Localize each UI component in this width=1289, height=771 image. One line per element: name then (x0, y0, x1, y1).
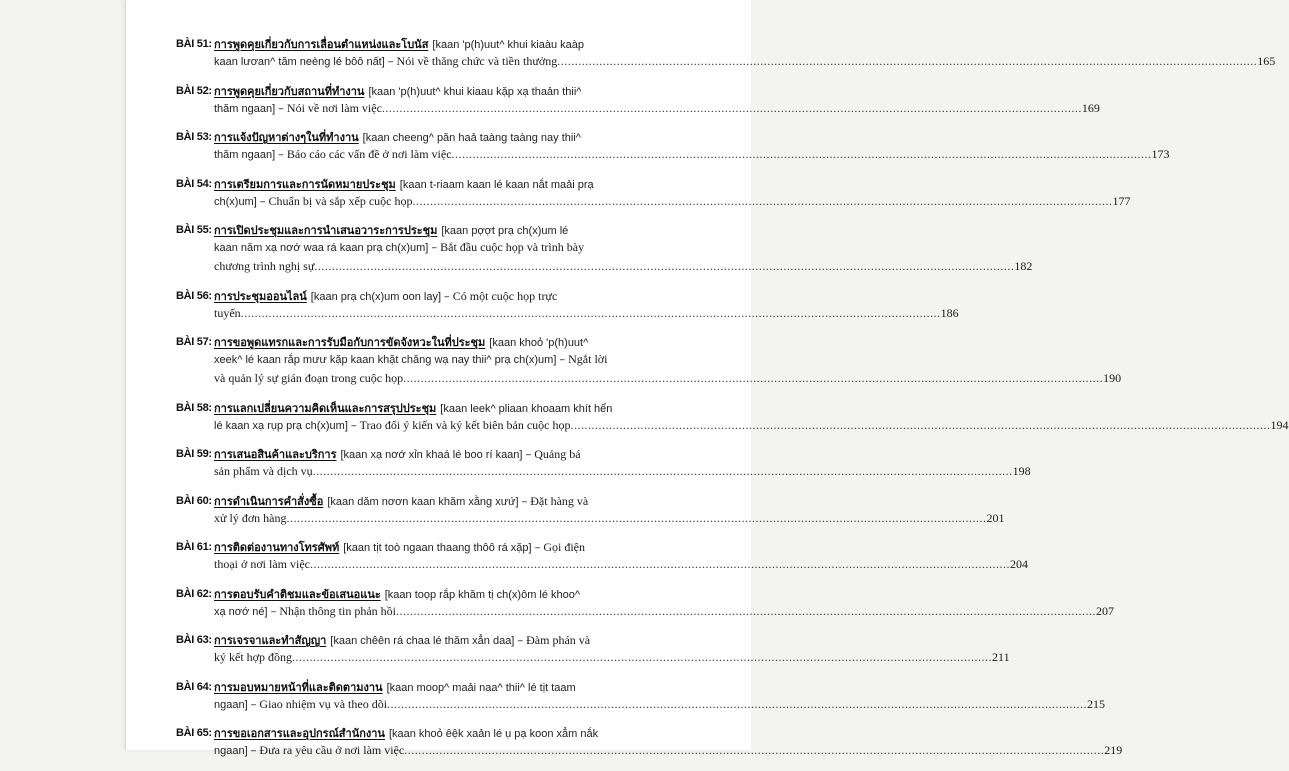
lesson-number: BÀI 65: (176, 727, 212, 739)
lesson-number: BÀI 64: (176, 680, 212, 693)
vietnamese-title-cont: tuyến (214, 305, 241, 320)
thai-title: การดำเนินการคำสั่งซื้อ (214, 494, 324, 508)
page-number: 215 (1087, 696, 1106, 711)
thai-title: การขอเอกสารและอุปกรณ์สำนักงาน (214, 727, 385, 740)
romanization: [kaan dăm nơơn kaan khăm xằng xưứ] (327, 495, 519, 508)
dot-leader (396, 604, 1096, 619)
lesson-number: BÀI 58: (176, 401, 212, 414)
romanization-cont: xeek^ lé kaan rắp mưư kặp kaan khặt chăng wạ nay thii^ prạ ch(x)um] (214, 354, 557, 366)
toc-entry-55: BÀI 55: การเปิดประชุมและการนำเสนอวาระการประชุม [kaan pợợt prạ ch(x)um lé kaan năm xạ nơớ waa rá kaan prạ ch(x)um] – Bắt đầu cuộc họp và trình bày chương trình nghị sự ..... 182 (176, 221, 706, 278)
lesson-number: BÀI 61: (176, 541, 212, 553)
romanization: [kaan toọp rắp khăm tị ch(x)ôm lé khoo^ (384, 588, 581, 601)
romanization: [kaan t-riaam kaan lé kaan nắt maải prạ (399, 178, 594, 191)
lesson-number: BÀI 54: (176, 177, 212, 190)
dot-leader (403, 371, 1103, 386)
dot-leader (387, 697, 1087, 712)
lesson-number: BÀI 52: (176, 84, 212, 97)
page-number: 211 (992, 650, 1010, 664)
romanization-cont: ngaan] (214, 745, 248, 757)
dot-leader (571, 418, 1271, 433)
toc-entry-53: BÀI 53: การแจ้งปัญหาต่างๆในที่ทำงาน [kaan cheeng^ păn haả taàng taàng nay thii^ thăm ngaan] – Báo cáo các vấn đề ở nơi làm việc ..... 173 (176, 128, 706, 166)
romanization: [kaan moop^ maải naa^ thii^ lé tịt taam (386, 681, 576, 694)
vietnamese-title-cont: thoại ở nơi làm việc (214, 557, 310, 571)
romanization-cont: thăm ngaan] (214, 149, 276, 161)
thai-title: การแจ้งปัญหาต่างๆในที่ทำงาน (214, 131, 359, 144)
vietnamese-title: Đặt hàng và (530, 493, 589, 508)
lesson-number: BÀI 57: (176, 336, 212, 348)
toc-entry-59: BÀI 59: การเสนอสินค้าและบริการ [kaan xạ nơớ xỉn khaá lé boo rí kaan] – Quảng bá sản phẩm và dịch vụ ..... 198 (176, 445, 706, 483)
romanization-cont: lé kaan xạ rụp prạ ch(x)um] (214, 419, 348, 432)
dot-leader (404, 743, 1104, 758)
page-number: 207 (1095, 603, 1114, 618)
vietnamese-title: Đàm phán và (526, 633, 591, 647)
romanization: [kaan 'p(h)uut^ khui kiaàu kaàp (432, 39, 584, 51)
vietnamese-title: Báo cáo các vấn đề ở nơi làm việc (286, 147, 452, 161)
page-number: 204 (1010, 557, 1028, 571)
thai-title: การติดต่องานทางโทรศัพท์ (214, 541, 340, 554)
dot-leader (557, 54, 1257, 69)
romanization: [kaan tịt toò ngaan thaang thôô rá xặp] (343, 542, 532, 554)
table-of-contents (176, 35, 1289, 771)
toc-entry-62: BÀI 62: การตอบรับคำติชมและข้อเสนอแนะ [kaan toọp rắp khăm tị ch(x)ôm lé khoo^ xạ nơớ né] – Nhận thông tin phản hồi ..... 207 (176, 585, 706, 623)
thai-title: การเจรจาและทำสัญญา (214, 634, 327, 647)
thai-title: การตอบรับคำติชมและข้อเสนอแนะ (214, 587, 381, 601)
romanization-cont: kaan lươan^ tăm neèng lé bôô nất] (214, 56, 385, 68)
romanization-cont: ch(x)um] (214, 195, 257, 208)
page-number: 190 (1103, 371, 1122, 385)
toc-entry-57: BÀI 57: การขอพูดแทรกและการรับมือกับการขัดจังหวะในที่ประชุม [kaan khoỏ 'p(h)uut^ xeek^ lé kaan rắp mưư kặp kaan khặt chăng wạ nay thii^ prạ ch(x)um] – Ngắt lời và quản lý sự gián đoạn trong cuộc họp ..... 190 (176, 333, 706, 390)
romanization: [kaan khoỏ 'p(h)uut^ (489, 337, 589, 349)
lesson-number: BÀI 51: (176, 38, 212, 50)
lesson-number: BÀI 63: (176, 634, 212, 646)
dot-leader (413, 194, 1113, 209)
thai-title: การแลกเปลี่ยนความคิดเห็นและการสรุปประชุม (214, 401, 437, 415)
page-number: 219 (1104, 743, 1123, 757)
lesson-number: BÀI 56: (176, 289, 212, 302)
vietnamese-title: Ngắt lời (568, 352, 608, 366)
page-number: 169 (1081, 100, 1100, 115)
toc-entry-65: BÀI 65: การขอเอกสารและอุปกรณ์สำนักงาน [kaan khoỏ êệk xaản lé ụ pạ koon xẳm nắk ngaan] – Đưa ra yêu cầu ở nơi làm việc ..... 219 (176, 724, 706, 762)
romanization: [kaan 'p(h)uut^ khui kiaau kặp xạ thaản thii^ (368, 85, 582, 98)
page-number: 201 (986, 510, 1005, 525)
thai-title: การมอบหมายหน้าที่และติดตามงาน (214, 680, 383, 694)
vietnamese-title: Giao nhiệm vụ và theo dõi (259, 696, 388, 711)
romanization-cont: xạ nơớ né] (214, 605, 268, 618)
vietnamese-title: Chuẩn bị và sắp xếp cuộc họp (268, 193, 413, 208)
lesson-number: BÀI 53: (176, 131, 212, 143)
lesson-number: BÀI 62: (176, 587, 212, 600)
toc-entry-61: BÀI 61: การติดต่องานทางโทรศัพท์ [kaan tịt toò ngaan thaang thôô rá xặp] – Gọi điện thoại ở nơi làm việc ..... 204 (176, 538, 706, 576)
toc-entry-52: BÀI 52: การพูดคุยเกี่ยวกับสถานที่ทำงาน [kaan 'p(h)uut^ khui kiaau kặp xạ thaản thii^ thăm ngaan] – Nói về nơi làm việc ..... 169 (176, 82, 706, 120)
vietnamese-title: Bắt đầu cuộc họp và trình bày (440, 240, 585, 254)
page-number: 198 (1012, 464, 1031, 478)
romanization-cont: kaan năm xạ nơớ waa rá kaan prạ ch(x)um] (214, 242, 429, 254)
dot-leader (452, 147, 1152, 162)
vietnamese-title: Nói về thăng chức và tiền thưởng (396, 54, 558, 68)
romanization: [kaan leek^ pliaan khoaam khít hển (440, 402, 613, 415)
vietnamese-title: Trao đổi ý kiến và ký kết biên bản cuộc họp (359, 417, 571, 432)
thai-title: การเปิดประชุมและการนำเสนอวาระการประชุม (214, 224, 438, 237)
dot-leader (310, 557, 1010, 572)
vietnamese-title: Đưa ra yêu cầu ở nơi làm việc (259, 743, 405, 757)
toc-entry-64: BÀI 64: การมอบหมายหน้าที่และติดตามงาน [kaan moop^ maải naa^ thii^ lé tịt taam ngaan] – Giao nhiệm vụ và theo dõi ..... 215 (176, 678, 706, 716)
vietnamese-title: Nói về nơi làm việc (286, 100, 382, 115)
romanization: [kaan xạ nơớ xỉn khaá lé boo rí kaan] (340, 449, 523, 461)
thai-title: การพูดคุยเกี่ยวกับการเลื่อนตำแหน่งและโบนัส (214, 38, 429, 51)
romanization: [kaan pợợt prạ ch(x)um lé (441, 225, 569, 237)
vietnamese-title-cont: và quản lý sự gián đoạn trong cuộc họp (214, 371, 404, 385)
toc-entry-63: BÀI 63: การเจรจาและทำสัญญา [kaan chêên rá chaa lé thăm xẳn daa] – Đàm phán và ký kết hợp đồng ..... 211 (176, 631, 706, 669)
vietnamese-title-cont: sản phẩm và dịch vụ (214, 464, 313, 478)
toc-entry-58: BÀI 58: การแลกเปลี่ยนความคิดเห็นและการสรุปประชุม [kaan leek^ pliaan khoaam khít hển lé kaan xạ rụp prạ ch(x)um] – Trao đổi ý kiến và ký kết biên bản cuộc họp ..... 194 (176, 399, 706, 437)
vietnamese-title-cont: chương trình nghị sự (214, 259, 315, 273)
toc-entry-60: BÀI 60: การดำเนินการคำสั่งซื้อ [kaan dăm nơơn kaan khăm xằng xưứ] – Đặt hàng và xử lý đơn hàng ..... 201 (176, 492, 706, 530)
dot-leader (241, 306, 941, 321)
toc-entry-51: BÀI 51: การพูดคุยเกี่ยวกับการเลื่อนตำแหน่งและโบนัส [kaan 'p(h)uut^ khui kiaàu kaàp kaan lươan^ tăm neèng lé bôô nất] – Nói về thăng chức và tiền thưởng ..... 165 (176, 35, 706, 73)
toc-entry-54: BÀI 54: การเตรียมการและการนัดหมายประชุม [kaan t-riaam kaan lé kaan nắt maải prạ ch(x)um] – Chuẩn bị và sắp xếp cuộc họp ..... 177 (176, 175, 706, 213)
vietnamese-title: Nhận thông tin phản hồi (279, 603, 396, 618)
lesson-number: BÀI 59: (176, 448, 212, 460)
thai-title: การเตรียมการและการนัดหมายประชุม (214, 177, 396, 191)
vietnamese-title-cont: ký kết hợp đồng (214, 650, 293, 664)
romanization: [kaan cheeng^ păn haả taàng taàng nay thii^ (362, 132, 581, 144)
book-page (125, 0, 1289, 757)
romanization-cont: thăm ngaan] (214, 102, 276, 115)
vietnamese-title-cont: xử lý đơn hàng (214, 510, 287, 525)
dot-leader (292, 650, 992, 665)
dot-leader (314, 259, 1014, 274)
page-number: 186 (940, 305, 959, 320)
thai-title: การขอพูดแทรกและการรับมือกับการขัดจังหวะในที่ประชุม (214, 336, 486, 349)
vietnamese-title: Có một cuộc họp trực (452, 288, 558, 303)
page-number: 194 (1270, 417, 1289, 432)
dot-leader (287, 511, 987, 526)
vietnamese-title: Quảng bá (534, 447, 581, 461)
romanization-cont: ngaan] (214, 698, 248, 711)
lesson-number: BÀI 60: (176, 494, 212, 507)
page-number: 177 (1112, 193, 1131, 208)
toc-entry-56: BÀI 56: การประชุมออนไลน์ [kaan prạ ch(x)um oon lay] – Có một cuộc họp trực tuyến ..... 186 (176, 287, 706, 325)
romanization: [kaan khoỏ êệk xaản lé ụ pạ koon xẳm nắk (388, 728, 599, 740)
page-number: 173 (1151, 147, 1170, 161)
lesson-number: BÀI 55: (176, 224, 212, 236)
dot-leader (313, 464, 1013, 479)
thai-title: การประชุมออนไลน์ (214, 289, 307, 303)
page-number: 182 (1014, 259, 1033, 273)
thai-title: การเสนอสินค้าและบริการ (214, 448, 337, 461)
romanization: [kaan prạ ch(x)um oon lay] (310, 290, 442, 303)
page-number: 165 (1257, 54, 1276, 68)
dot-leader (382, 101, 1082, 116)
romanization: [kaan chêên rá chaa lé thăm xẳn daa] (330, 635, 515, 647)
thai-title: การพูดคุยเกี่ยวกับสถานที่ทำงาน (214, 84, 365, 98)
vietnamese-title: Gọi điện (543, 540, 585, 554)
